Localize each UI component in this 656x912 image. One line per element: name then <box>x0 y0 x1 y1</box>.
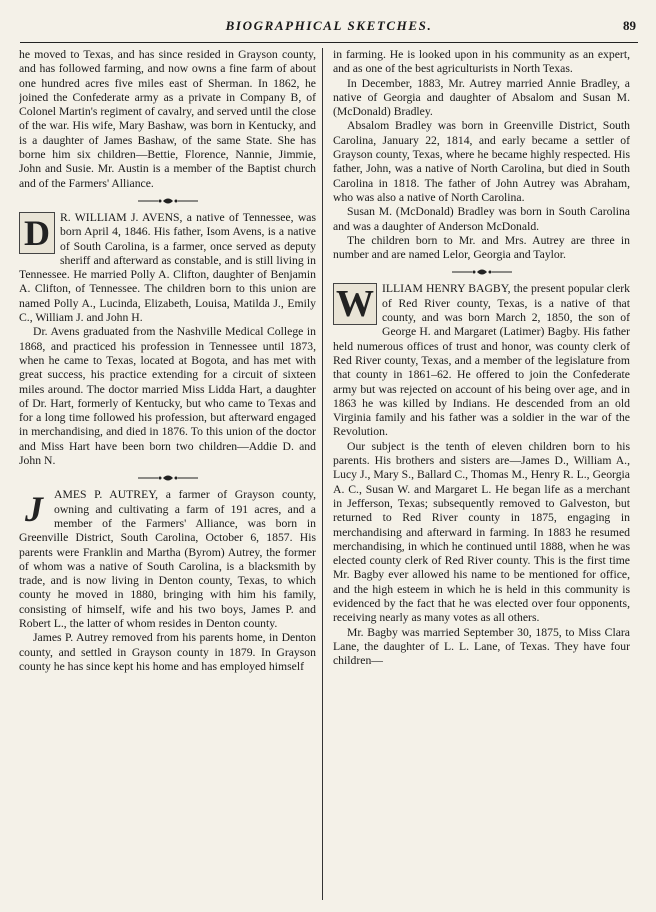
autrey-paragraph-3: in farming. He is looked upon in his community as an expert, and as one of the best agriculturists in North Texas. <box>333 48 630 76</box>
avens-sketch <box>19 211 316 325</box>
page-number: 89 <box>623 18 636 33</box>
bagby-paragraph-3: Mr. Bagby was married September 30, 1875, to Miss Clara Lane, the daughter of L. L. Lane, of Texas. They have four children— <box>333 625 630 668</box>
avens-paragraph-2: Dr. Avens graduated from the Nashville Medical College in 1868, and practiced his profession in Tennessee until 1873, when he came to Texas, located at Bogota, and has met with great success, his practice extending for a circuit of sixteen miles around. The doctor married Miss Lidda Hart, a daughter of Dr. Hart, formerly of Kentucky, but who came to Texas and for a long time followed his profession, but afterward engaged in merchandising, and died in 1876. To this union of the doctor and Miss Hart have been born two children—Addie D. and John N. <box>19 325 316 468</box>
column-rule <box>322 48 323 900</box>
austin-sketch-end: he moved to Texas, and has since resided in Grayson county, and has followed farming, and now owns a fine farm of about one hundred acres five miles east of Sherman. In 1862, he joined the Confederate army as a private in Company B, of Colonel Martin's regiment of cavalry, and served until the close of the war. His wife, Mary Bashaw, was born in Kentucky, and is a daughter of James Bashaw, of the same State. She has borne him six children—Bettie, Florence, Nannie, Jimmie, John and Susie. Mr. Austin is a member of the Baptist church and of the Farmers' Alliance. <box>19 48 316 190</box>
avens-paragraph-1: R. WILLIAM J. AVENS, a native of Tennessee, was born April 4, 1846. His father, Isom Avens, is a native of South Carolina, is a farmer, once served as deputy sheriff and afterward as constable, and is still living in Tennessee. He married Polly A. Clifton, daughter of Benjamin A. Clifton, of Tennessee. The children born to this union are named Polly A., Lucinda, Elizabeth, Louisa, Matilda J., Emily C., William J. and John H. <box>19 210 316 325</box>
bagby-paragraph-1: ILLIAM HENRY BAGBY, the present popular clerk of Red River county, Texas, is a native of that county, and was born March 2, 1850, the son of George H. and Margaret (Latimer) Bagby. His father held numerous offices of trust and honor, was county clerk of Red River county, Texas, and a member of the legislature from that county in 1861–62. He offered to join the Confederate army but was rejected on account of his being over age, and in 1863 he was killed by Indians. He descended from an old Virginia family and his father was a soldier in the war of the Revolution. <box>333 282 630 439</box>
drop-cap-j: J <box>25 489 43 530</box>
left-column <box>19 48 316 900</box>
ornament-icon <box>136 473 200 483</box>
ornament-divider <box>19 191 316 211</box>
ornament-divider <box>19 468 316 488</box>
ornament-divider <box>333 262 630 282</box>
autrey-paragraph-4: In December, 1883, Mr. Autrey married Annie Bradley, a native of Georgia and daughter of Absalom and Susan M. (McDonald) Bradley. <box>333 76 630 119</box>
autrey-paragraph-5: Absalom Bradley was born in Greenville District, South Carolina, January 22, 1814, and early became a settler of Grayson county, Texas, where he became highly respected. His father, John, was a native of North Carolina, but died in South Carolina in 1818. The father of John Autrey was Abraham, who was also a native of North Carolina. <box>333 119 630 204</box>
right-column <box>333 48 630 900</box>
autrey-paragraph-2: James P. Autrey removed from his parents home, in Denton county, and settled in Grayson county in 1879. In Grayson county he has since kept his home and has employed himself <box>19 631 316 673</box>
ornament-icon <box>450 267 514 277</box>
ornament-icon <box>136 196 200 206</box>
bagby-sketch <box>333 282 630 439</box>
running-title: BIOGRAPHICAL SKETCHES. <box>225 18 433 33</box>
autrey-sketch <box>19 488 316 631</box>
autrey-paragraph-6: Susan M. (McDonald) Bradley was born in South Carolina and was a daughter of Anderson McDonald. <box>333 205 630 233</box>
running-header <box>20 18 638 43</box>
autrey-paragraph-7: The children born to Mr. and Mrs. Autrey are three in number and are named Lelor, Georgia and Taylor. <box>333 233 630 262</box>
bagby-paragraph-2: Our subject is the tenth of eleven children born to his parents. His brothers and sisters are—James D., William A., Lucy J., Mary S., Ballard C., Thomas M., Henry R. L., Georgia A. C., Susan W. and Margaret L. He began life as a merchant in Jefferson, Texas; subsequently removed to Galveston, but returned to Red River county in 1875, engaging in merchandising and afterward in farming. In 1883 he resumed merchandising, in which he continued until 1888, when he was elected county clerk of Red River county. This is the first time Mr. Bagby ever allowed his name to be mentioned for office, and the high esteem in which he is held in this community is evidenced by the fact that he was elected over four opponents, receiving nearly as many votes as all others. <box>333 439 630 625</box>
autrey-paragraph-1: AMES P. AUTREY, a farmer of Grayson county, owning and cultivating a farm of 191 acres, and a member of the Farmers' Alliance, was born in Greenville District, South Carolina, October 6, 1857. His parents were Franklin and Martha (Byrom) Autrey, the former of whom was a native of South Carolina, is a blacksmith by trade, and is now living in Denton county, Texas, to which county he moved in 1880, bringing with him his family, consisting of himself, wife and his two boys, James P. and Robert L., the latter of whom resides in Denton county. <box>19 488 316 630</box>
drop-cap-d: D <box>19 212 55 254</box>
drop-cap-w: W <box>333 283 377 325</box>
